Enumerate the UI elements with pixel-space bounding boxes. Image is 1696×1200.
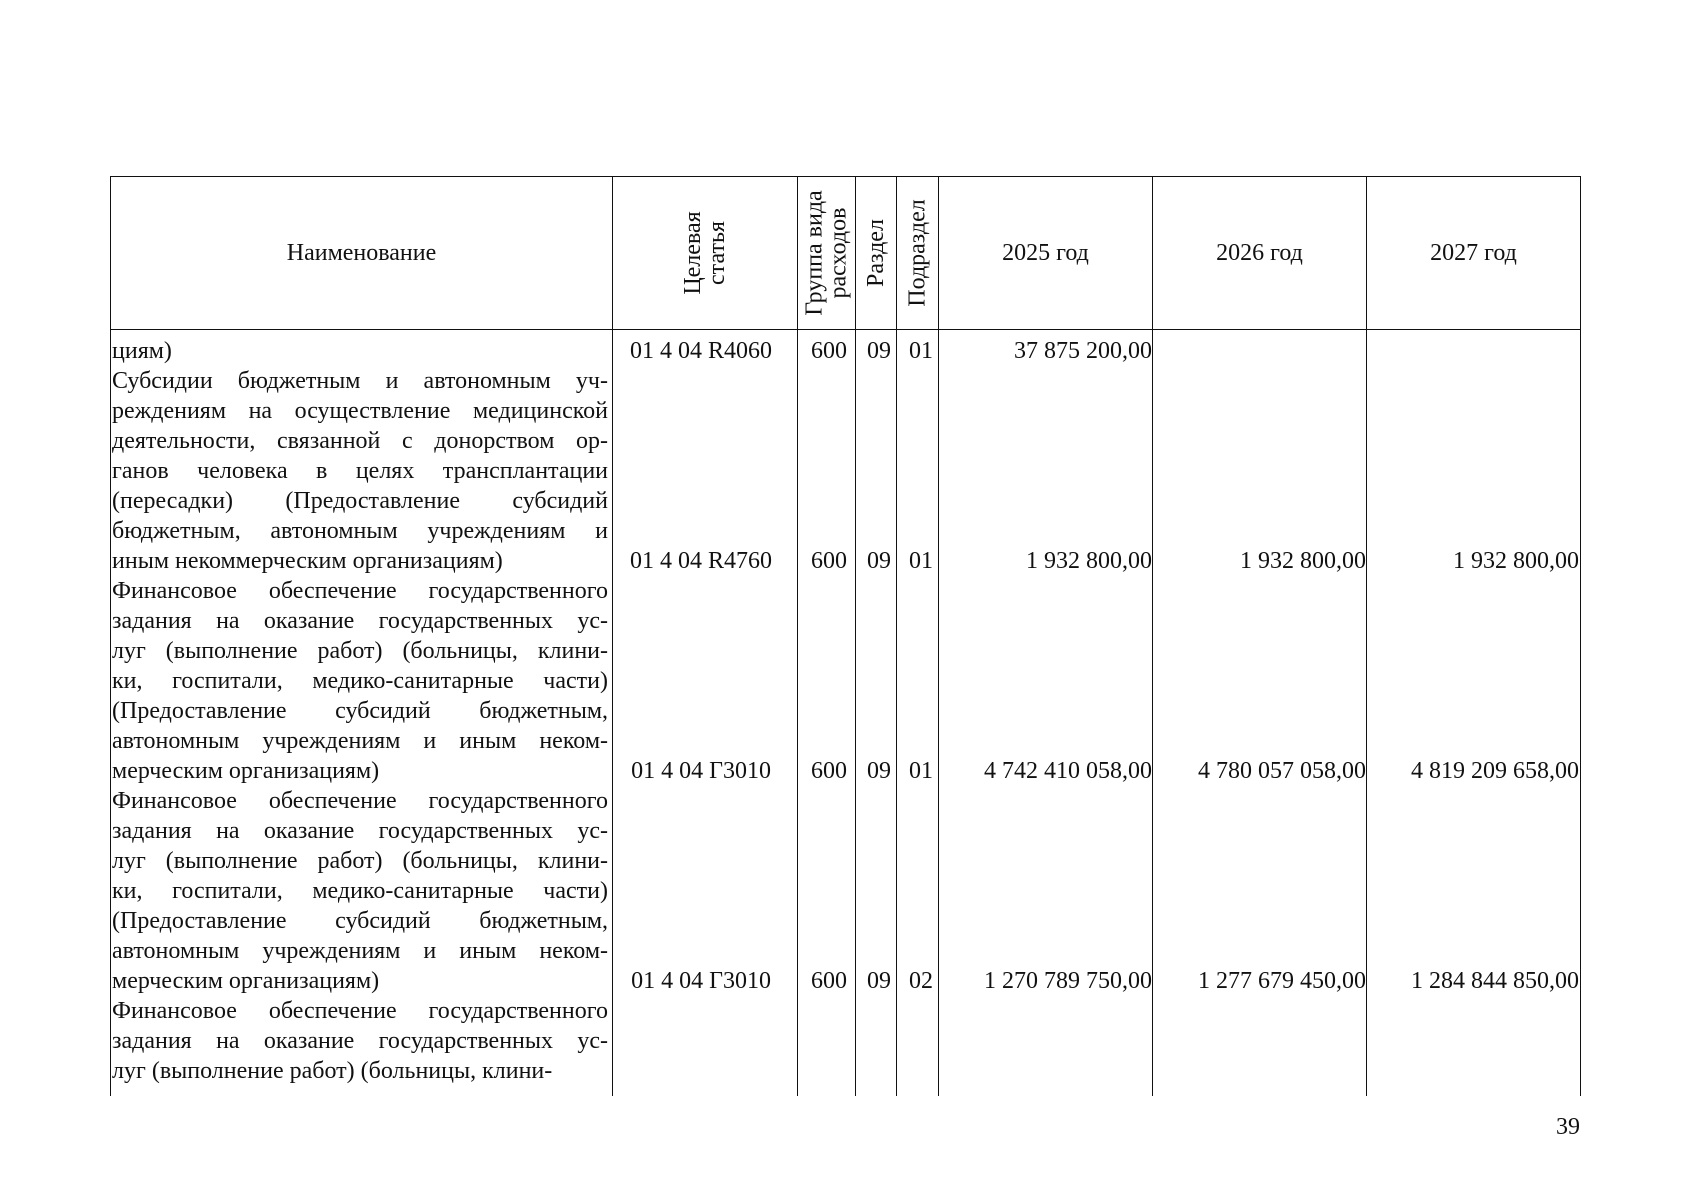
target-article-cell: 01 4 04 Г3010 <box>631 758 771 784</box>
header-2026: 2026 год <box>1216 240 1303 266</box>
target-article-cell: 01 4 04 Г3010 <box>631 968 771 994</box>
header-bottom-border <box>110 329 1581 330</box>
name-line: иным некоммерческим организациям) <box>112 548 503 574</box>
amount-2025-cell: 1 270 789 750,00 <box>984 968 1152 994</box>
name-line: (пересадки) (Предоставление субсидий <box>112 488 608 514</box>
name-line: реждениям на осуществление медицинской <box>112 398 608 424</box>
subsection-cell: 01 <box>909 548 933 574</box>
name-line: мерческим организациям) <box>112 758 380 784</box>
name-line: автономным учреждениям и иным неком- <box>112 938 608 964</box>
expense-group-cell: 600 <box>811 338 847 364</box>
amount-2025-cell: 1 932 800,00 <box>1026 548 1152 574</box>
header-name: Наименование <box>286 240 437 266</box>
name-line: бюджетным, автономным учреждениям и <box>112 518 608 544</box>
name-line: задания на оказание государственных ус- <box>112 608 608 634</box>
name-line: автономным учреждениям и иным неком- <box>112 728 608 754</box>
name-line: ганов человека в целях трансплантации <box>112 458 608 484</box>
subsection-cell: 01 <box>909 758 933 784</box>
name-line: луг (выполнение работ) (больницы, клини- <box>112 848 608 874</box>
subsection-cell: 01 <box>909 338 933 364</box>
amount-2027-cell: 1 932 800,00 <box>1453 548 1579 574</box>
name-line: задания на оказание государственных ус- <box>112 1028 608 1054</box>
header-2027: 2027 год <box>1430 240 1517 266</box>
header-expense-group-label: Группа вида расходов <box>801 190 852 316</box>
name-line: Финансовое обеспечение государственного <box>112 578 608 604</box>
amount-2025-cell: 37 875 200,00 <box>1014 338 1152 364</box>
amount-2027-cell: 1 284 844 850,00 <box>1411 968 1579 994</box>
name-line: мерческим организациям) <box>112 968 380 994</box>
name-line: луг (выполнение работ) (больницы, клини- <box>112 1058 553 1084</box>
name-line: ки, госпитали, медико-санитарные части) <box>112 878 608 904</box>
col-border <box>1580 176 1581 1096</box>
amount-2026-cell: 1 932 800,00 <box>1240 548 1366 574</box>
page-number: 39 <box>1556 1114 1580 1140</box>
target-article-cell: 01 4 04 R4760 <box>629 548 772 574</box>
subsection-cell: 02 <box>909 968 933 994</box>
header-section: Раздел <box>863 219 890 287</box>
amount-2025-cell: 4 742 410 058,00 <box>984 758 1152 784</box>
header-target-article-label: Целевая статья <box>680 211 730 295</box>
name-line: (Предоставление субсидий бюджетным, <box>112 908 608 934</box>
header-2025: 2025 год <box>1002 240 1089 266</box>
name-line: луг (выполнение работ) (больницы, клини- <box>112 638 608 664</box>
expense-group-cell: 600 <box>811 758 847 784</box>
header-subsection: Подраздел <box>904 199 931 307</box>
section-cell: 09 <box>867 338 891 364</box>
name-line: задания на оказание государственных ус- <box>112 818 608 844</box>
amount-2026-cell: 4 780 057 058,00 <box>1198 758 1366 784</box>
expense-group-cell: 600 <box>811 548 847 574</box>
amount-2026-cell: 1 277 679 450,00 <box>1198 968 1366 994</box>
name-line: Финансовое обеспечение государственного <box>112 998 608 1024</box>
section-cell: 09 <box>867 758 891 784</box>
name-line: ки, госпитали, медико-санитарные части) <box>112 668 608 694</box>
section-cell: 09 <box>867 548 891 574</box>
name-line: Финансовое обеспечение государственного <box>112 788 608 814</box>
name-line: циям) <box>112 338 172 364</box>
expense-group-cell: 600 <box>811 968 847 994</box>
name-line: Субсидии бюджетным и автономным уч- <box>112 368 608 394</box>
header-expense-group <box>798 177 855 329</box>
amount-2027-cell: 4 819 209 658,00 <box>1411 758 1579 784</box>
name-column-text <box>112 336 608 1096</box>
name-line: (Предоставление субсидий бюджетным, <box>112 698 608 724</box>
section-cell: 09 <box>867 968 891 994</box>
name-line: деятельности, связанной с донорством ор- <box>112 428 608 454</box>
header-target-article <box>613 177 797 329</box>
target-article-cell: 01 4 04 R4060 <box>629 338 772 364</box>
